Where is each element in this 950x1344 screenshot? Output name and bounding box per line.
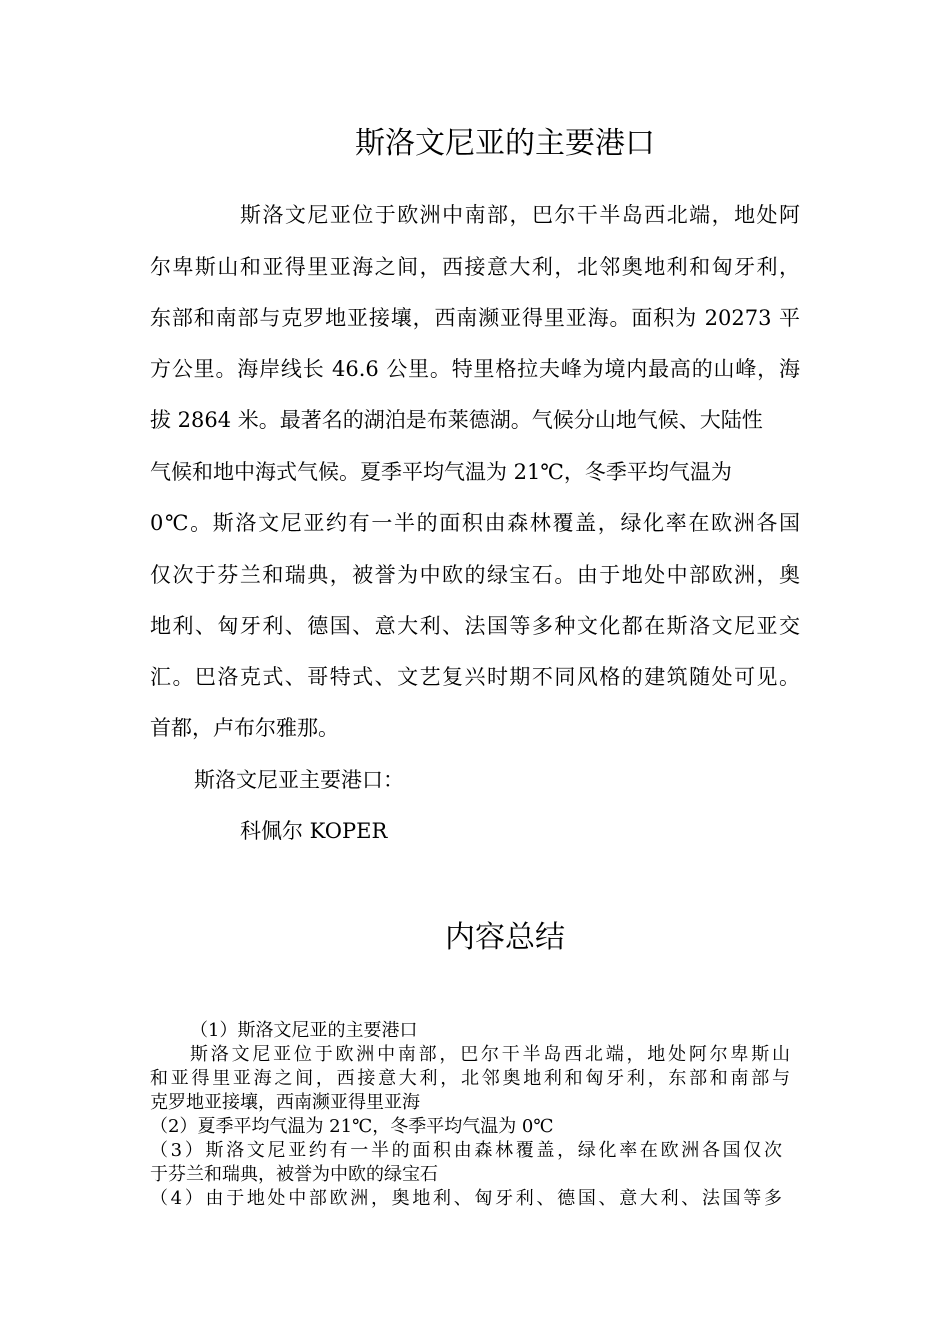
body-line: 斯洛文尼亚位于欧洲中南部，巴尔干半岛西北端，地处阿	[240, 203, 800, 227]
summary-line: （2）夏季平均气温为 21℃，冬季平均气温为 0℃	[150, 1116, 554, 1137]
body-line: 东部和南部与克罗地亚接壤，西南濒亚得里亚海。面积为 20273 平	[150, 306, 800, 330]
summary-line: 斯洛文尼亚位于欧洲中南部，巴尔干半岛西北端，地处阿尔卑斯山	[190, 1044, 790, 1065]
body-line: 方公里。海岸线长 46.6 公里。特里格拉夫峰为境内最高的山峰，海	[150, 357, 800, 381]
body-line: 尔卑斯山和亚得里亚海之间，西接意大利，北邻奥地利和匈牙利，	[150, 255, 800, 279]
summary-line: （1）斯洛文尼亚的主要港口	[190, 1020, 418, 1041]
body-line: 汇。巴洛克式、哥特式、文艺复兴时期不同风格的建筑随处可见。	[150, 665, 800, 689]
port-name: 科佩尔 KOPER	[240, 819, 388, 843]
body-line: 拔 2864 米。最著名的湖泊是布莱德湖。气候分山地气候、大陆性	[150, 408, 763, 432]
summary-line: （3）斯洛文尼亚约有一半的面积由森林覆盖，绿化率在欧洲各国仅次	[150, 1140, 782, 1161]
summary-line: （4）由于地处中部欧洲，奥地利、匈牙利、德国、意大利、法国等多	[150, 1188, 782, 1209]
page-title: 斯洛文尼亚的主要港口	[355, 126, 655, 161]
ports-heading: 斯洛文尼亚主要港口：	[194, 768, 404, 792]
body-line: 仅次于芬兰和瑞典，被誉为中欧的绿宝石。由于地处中部欧洲，奥	[150, 563, 800, 587]
summary-line: 克罗地亚接壤，西南濒亚得里亚海	[150, 1092, 420, 1113]
body-line: 气候和地中海式气候。夏季平均气温为 21℃，冬季平均气温为	[150, 460, 732, 484]
summary-title: 内容总结	[445, 920, 565, 955]
summary-line: 和亚得里亚海之间，西接意大利，北邻奥地利和匈牙利，东部和南部与	[150, 1068, 790, 1089]
body-line: 首都，卢布尔雅那。	[150, 716, 339, 740]
summary-line: 于芬兰和瑞典，被誉为中欧的绿宝石	[150, 1164, 438, 1185]
body-line: 地利、匈牙利、德国、意大利、法国等多种文化都在斯洛文尼亚交	[150, 614, 800, 638]
body-line: 0℃。斯洛文尼亚约有一半的面积由森林覆盖，绿化率在欧洲各国	[150, 511, 800, 535]
